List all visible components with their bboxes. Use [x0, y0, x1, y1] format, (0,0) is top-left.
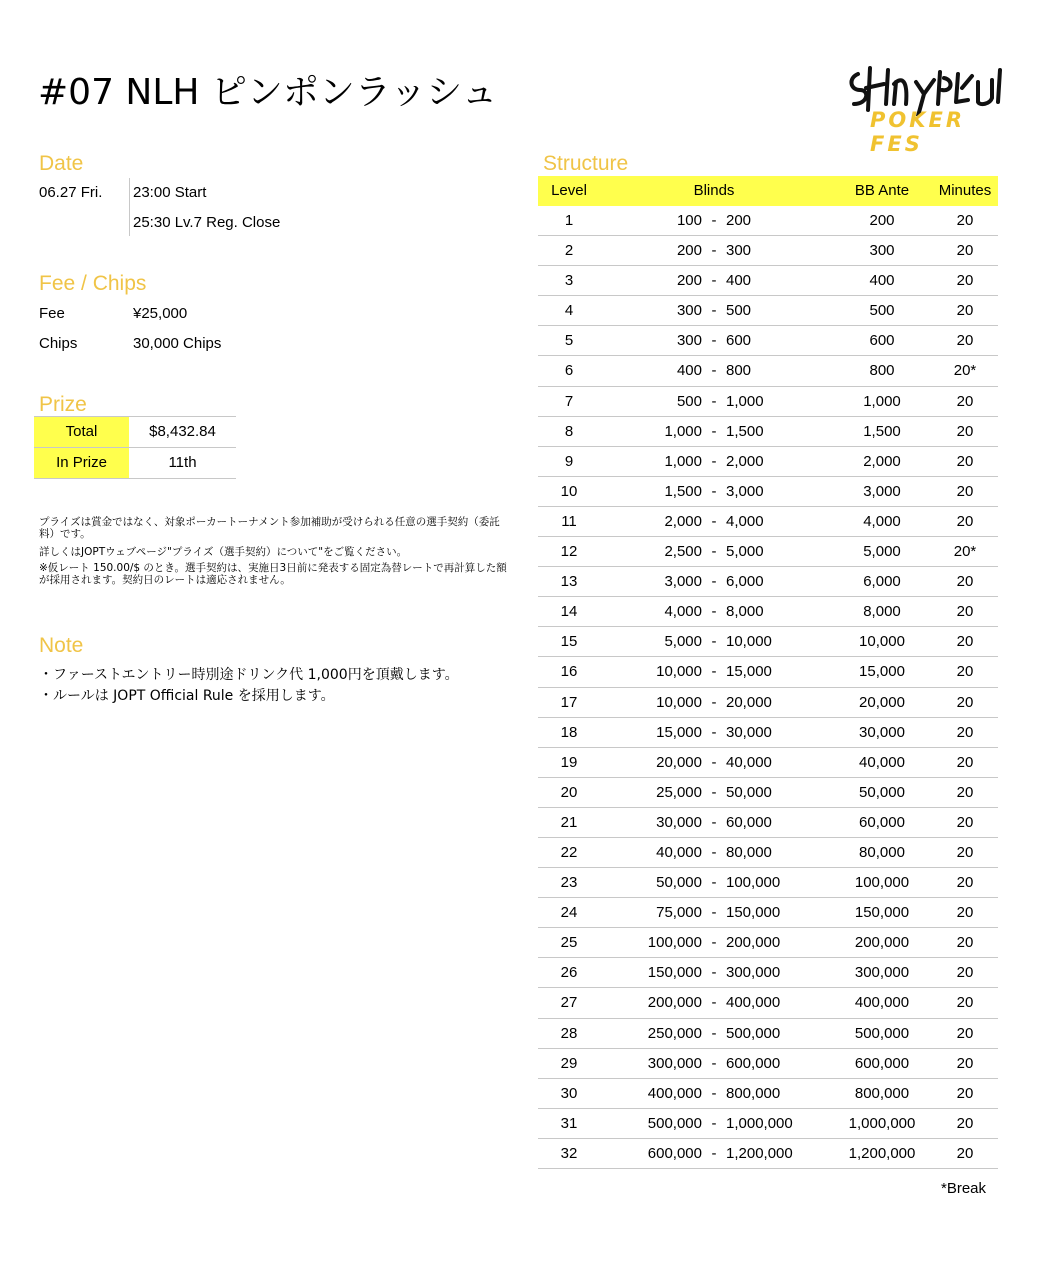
small-blind-cell: 500 [676, 392, 702, 410]
blind-separator: - [711, 1144, 717, 1162]
blind-separator: - [711, 843, 717, 861]
blind-separator: - [711, 934, 717, 952]
minutes-cell: 20 [956, 723, 974, 741]
structure-row [538, 236, 998, 266]
level-cell: 19 [560, 753, 578, 771]
small-blind-cell: 500,000 [647, 1114, 702, 1132]
bb-ante-cell: 5,000 [863, 543, 901, 561]
structure-row [538, 387, 998, 417]
bb-ante-cell: 40,000 [859, 753, 905, 771]
blind-separator: - [711, 272, 717, 290]
bb-ante-cell: 50,000 [859, 783, 905, 801]
minutes-cell: 20 [956, 783, 974, 801]
level-cell: 29 [560, 1054, 578, 1072]
bb-ante-cell: 3,000 [863, 482, 901, 500]
big-blind-cell: 1,500 [726, 422, 764, 440]
level-cell: 6 [564, 362, 574, 380]
structure-row [538, 868, 998, 898]
big-blind-cell: 80,000 [726, 843, 772, 861]
level-cell: 18 [560, 723, 578, 741]
level-cell: 22 [560, 843, 578, 861]
col-minutes-header: Minutes [938, 182, 992, 199]
small-blind-cell: 20,000 [656, 753, 702, 771]
structure-heading: Structure [543, 152, 629, 175]
big-blind-cell: 10,000 [726, 633, 772, 651]
structure-row [538, 928, 998, 958]
level-cell: 8 [564, 422, 574, 440]
blind-separator: - [711, 753, 717, 771]
event-day: 06.27 Fri. [39, 184, 103, 201]
minutes-cell: 20 [956, 874, 974, 892]
small-blind-cell: 300 [676, 302, 702, 320]
minutes-cell: 20 [956, 904, 974, 922]
big-blind-cell: 3,000 [726, 482, 764, 500]
structure-row [538, 778, 998, 808]
level-cell: 17 [560, 693, 578, 711]
small-blind-cell: 3,000 [664, 573, 702, 591]
small-blind-cell: 300 [676, 332, 702, 350]
big-blind-cell: 1,200,000 [726, 1144, 793, 1162]
level-cell: 13 [560, 573, 578, 591]
bb-ante-cell: 100,000 [854, 874, 910, 892]
big-blind-cell: 500 [726, 302, 752, 320]
blind-separator: - [711, 242, 717, 260]
level-cell: 1 [564, 212, 574, 229]
level-cell: 25 [560, 934, 578, 952]
logo-subtitle: POKER FES [870, 108, 966, 156]
minutes-cell: 20 [956, 843, 974, 861]
prize-inprize-label: In Prize [34, 448, 129, 478]
small-blind-cell: 2,000 [664, 512, 702, 530]
structure-row [538, 206, 998, 236]
big-blind-cell: 40,000 [726, 753, 772, 771]
level-cell: 5 [564, 332, 574, 350]
bb-ante-cell: 8,000 [863, 603, 901, 621]
structure-row [538, 537, 998, 567]
big-blind-cell: 600 [726, 332, 752, 350]
structure-header-row [538, 176, 998, 206]
bb-ante-cell: 200,000 [854, 934, 910, 952]
big-blind-cell: 300,000 [726, 964, 781, 982]
big-blind-cell: 300 [726, 242, 752, 260]
minutes-cell: 20 [956, 452, 974, 470]
blind-separator: - [711, 212, 717, 229]
small-blind-cell: 1,000 [664, 452, 702, 470]
small-blind-cell: 1,500 [664, 482, 702, 500]
col-level-header: Level [551, 182, 587, 199]
bb-ante-cell: 1,000 [863, 392, 901, 410]
big-blind-cell: 8,000 [726, 603, 764, 621]
minutes-cell: 20 [956, 964, 974, 982]
structure-row [538, 266, 998, 296]
small-blind-cell: 15,000 [656, 723, 702, 741]
bb-ante-cell: 400,000 [854, 994, 910, 1012]
blind-separator: - [711, 1024, 717, 1042]
structure-row [538, 898, 998, 928]
bb-ante-cell: 6,000 [863, 573, 901, 591]
minutes-cell: 20 [956, 663, 974, 681]
bb-ante-cell: 300 [869, 242, 895, 260]
small-blind-cell: 300,000 [647, 1054, 702, 1072]
minutes-cell: 20 [956, 392, 974, 410]
small-blind-cell: 10,000 [656, 693, 702, 711]
structure-row [538, 657, 998, 687]
reg-close: 25:30 Lv.7 Reg. Close [133, 214, 281, 231]
fee-chips-heading: Fee / Chips [39, 272, 147, 295]
blind-separator: - [711, 422, 717, 440]
date-divider [129, 178, 130, 236]
minutes-cell: 20 [956, 1114, 974, 1132]
prize-table [34, 416, 236, 479]
structure-row [538, 988, 998, 1018]
small-blind-cell: 25,000 [656, 783, 702, 801]
bb-ante-cell: 150,000 [854, 904, 910, 922]
big-blind-cell: 800 [726, 362, 752, 380]
blind-separator: - [711, 1084, 717, 1102]
minutes-cell: 20 [956, 272, 974, 290]
blind-separator: - [711, 1054, 717, 1072]
structure-row [538, 447, 998, 477]
blind-separator: - [711, 783, 717, 801]
minutes-cell: 20 [956, 994, 974, 1012]
big-blind-cell: 100,000 [726, 874, 781, 892]
structure-row [538, 296, 998, 326]
prize-heading: Prize [39, 393, 87, 416]
big-blind-cell: 800,000 [726, 1084, 781, 1102]
structure-body [538, 206, 998, 1169]
minutes-cell: 20 [956, 212, 974, 229]
level-cell: 26 [560, 964, 578, 982]
structure-row [538, 597, 998, 627]
blind-separator: - [711, 482, 717, 500]
shinjuku-poker-fes-logo [844, 60, 1014, 156]
bb-ante-cell: 15,000 [859, 663, 905, 681]
structure-row [538, 507, 998, 537]
level-cell: 15 [560, 633, 578, 651]
minutes-cell: 20 [956, 753, 974, 771]
big-blind-cell: 2,000 [726, 452, 764, 470]
note-line-1: ・ファーストエントリー時別途ドリンク代 1,000円を頂戴します。 [39, 667, 459, 683]
bb-ante-cell: 800 [869, 362, 895, 380]
small-blind-cell: 100 [676, 212, 702, 229]
level-cell: 14 [560, 603, 578, 621]
blind-separator: - [711, 392, 717, 410]
level-cell: 3 [564, 272, 574, 290]
structure-row [538, 477, 998, 507]
bb-ante-cell: 500,000 [854, 1024, 910, 1042]
level-cell: 9 [564, 452, 574, 470]
bb-ante-cell: 200 [869, 212, 895, 229]
small-blind-cell: 40,000 [656, 843, 702, 861]
blind-separator: - [711, 693, 717, 711]
minutes-cell: 20 [956, 693, 974, 711]
blind-separator: - [711, 332, 717, 350]
small-blind-cell: 400 [676, 362, 702, 380]
chips-label: Chips [39, 335, 78, 352]
minutes-cell: 20 [956, 302, 974, 320]
blind-separator: - [711, 994, 717, 1012]
structure-row [538, 417, 998, 447]
level-cell: 30 [560, 1084, 578, 1102]
structure-row [538, 326, 998, 356]
big-blind-cell: 200,000 [726, 934, 781, 952]
big-blind-cell: 4,000 [726, 512, 764, 530]
small-blind-cell: 100,000 [647, 934, 702, 952]
blind-separator: - [711, 874, 717, 892]
small-blind-cell: 1,000 [664, 422, 702, 440]
minutes-cell: 20 [956, 1054, 974, 1072]
structure-row [538, 688, 998, 718]
blind-separator: - [711, 543, 717, 561]
minutes-cell: 20 [956, 813, 974, 831]
big-blind-cell: 600,000 [726, 1054, 781, 1072]
blind-separator: - [711, 1114, 717, 1132]
small-blind-cell: 4,000 [664, 603, 702, 621]
minutes-cell: 20 [956, 1144, 974, 1162]
blind-separator: - [711, 723, 717, 741]
prize-total-value: $8,432.84 [149, 423, 216, 440]
fee-value: ¥25,000 [133, 305, 188, 322]
break-footnote: *Break [941, 1180, 987, 1197]
bb-ante-cell: 30,000 [859, 723, 905, 741]
level-cell: 24 [560, 904, 578, 922]
prize-disclaimer-2: 詳しくはJOPTウェブページ"プライズ（選手契約）について"をご覧ください。 [39, 546, 408, 558]
blind-separator: - [711, 813, 717, 831]
bb-ante-cell: 20,000 [859, 693, 905, 711]
bb-ante-cell: 4,000 [863, 512, 901, 530]
big-blind-cell: 200 [726, 212, 752, 229]
bb-ante-cell: 600 [869, 332, 895, 350]
blind-separator: - [711, 663, 717, 681]
structure-row [538, 718, 998, 748]
bb-ante-cell: 1,500 [863, 422, 901, 440]
small-blind-cell: 5,000 [664, 633, 702, 651]
minutes-cell: 20 [956, 1024, 974, 1042]
level-cell: 4 [564, 302, 574, 320]
blind-separator: - [711, 362, 717, 380]
minutes-cell: 20 [956, 422, 974, 440]
prize-inprize-value: 11th [168, 454, 197, 471]
start-time: 23:00 Start [133, 184, 207, 201]
prize-total-label: Total [34, 417, 129, 447]
big-blind-cell: 1,000,000 [726, 1114, 793, 1132]
structure-row [538, 567, 998, 597]
bb-ante-cell: 60,000 [859, 813, 905, 831]
small-blind-cell: 200 [676, 272, 702, 290]
big-blind-cell: 20,000 [726, 693, 772, 711]
note-heading: Note [39, 634, 84, 657]
big-blind-cell: 60,000 [726, 813, 772, 831]
prize-total-row [34, 416, 236, 448]
minutes-cell: 20 [956, 482, 974, 500]
blind-separator: - [711, 904, 717, 922]
structure-row [538, 1139, 998, 1169]
blind-separator: - [711, 512, 717, 530]
prize-inprize-row [34, 448, 236, 479]
blind-separator: - [711, 302, 717, 320]
prize-disclaimer-3: ※仮レート 150.00/$ のとき。選手契約は、実施日3日前に発表する固定為替レートで再計算した額が採用されます。契約日のレートは適応されません。 [39, 562, 507, 586]
bb-ante-cell: 500 [869, 302, 895, 320]
level-cell: 27 [560, 994, 578, 1012]
small-blind-cell: 30,000 [656, 813, 702, 831]
big-blind-cell: 150,000 [726, 904, 781, 922]
small-blind-cell: 200 [676, 242, 702, 260]
bb-ante-cell: 300,000 [854, 964, 910, 982]
level-cell: 31 [560, 1114, 578, 1132]
bb-ante-cell: 400 [869, 272, 895, 290]
big-blind-cell: 400 [726, 272, 752, 290]
small-blind-cell: 10,000 [656, 663, 702, 681]
minutes-cell: 20* [953, 362, 977, 380]
small-blind-cell: 400,000 [647, 1084, 702, 1102]
level-cell: 2 [564, 242, 574, 260]
level-cell: 28 [560, 1024, 578, 1042]
structure-table [538, 176, 998, 1169]
big-blind-cell: 1,000 [726, 392, 764, 410]
bb-ante-cell: 1,000,000 [848, 1114, 916, 1132]
big-blind-cell: 15,000 [726, 663, 772, 681]
structure-row [538, 1109, 998, 1139]
level-cell: 12 [560, 543, 578, 561]
structure-row [538, 1049, 998, 1079]
bb-ante-cell: 10,000 [859, 633, 905, 651]
minutes-cell: 20 [956, 332, 974, 350]
bb-ante-cell: 2,000 [863, 452, 901, 470]
level-cell: 11 [561, 512, 577, 530]
level-cell: 10 [560, 482, 578, 500]
level-cell: 20 [560, 783, 578, 801]
structure-row [538, 808, 998, 838]
structure-row [538, 838, 998, 868]
minutes-cell: 20 [956, 1084, 974, 1102]
chips-value: 30,000 Chips [133, 335, 222, 352]
big-blind-cell: 6,000 [726, 573, 764, 591]
minutes-cell: 20 [956, 242, 974, 260]
prize-disclaimer-1: プライズは賞金ではなく、対象ポーカートーナメント参加補助が受けられる任意の選手契約（委託料）です。 [39, 516, 500, 540]
structure-row [538, 748, 998, 778]
date-heading: Date [39, 152, 84, 175]
level-cell: 7 [564, 392, 574, 410]
blind-separator: - [711, 633, 717, 651]
level-cell: 21 [560, 813, 578, 831]
small-blind-cell: 200,000 [647, 994, 702, 1012]
big-blind-cell: 400,000 [726, 994, 781, 1012]
structure-row [538, 1079, 998, 1109]
minutes-cell: 20* [953, 543, 977, 561]
level-cell: 32 [560, 1144, 578, 1162]
bb-ante-cell: 800,000 [854, 1084, 910, 1102]
bb-ante-cell: 1,200,000 [848, 1144, 916, 1162]
note-line-2: ・ルールは JOPT Official Rule を採用します。 [39, 688, 335, 704]
small-blind-cell: 150,000 [647, 964, 702, 982]
bb-ante-cell: 600,000 [854, 1054, 910, 1072]
structure-row [538, 627, 998, 657]
minutes-cell: 20 [956, 512, 974, 530]
fee-label: Fee [39, 305, 65, 322]
minutes-cell: 20 [956, 573, 974, 591]
structure-row [538, 356, 998, 386]
minutes-cell: 20 [956, 934, 974, 952]
minutes-cell: 20 [956, 633, 974, 651]
structure-row [538, 958, 998, 988]
col-ante-header: BB Ante [854, 182, 910, 199]
level-cell: 23 [560, 874, 578, 892]
small-blind-cell: 600,000 [647, 1144, 702, 1162]
big-blind-cell: 500,000 [726, 1024, 781, 1042]
structure-row [538, 1019, 998, 1049]
level-cell: 16 [560, 663, 578, 681]
big-blind-cell: 5,000 [726, 543, 764, 561]
blind-separator: - [711, 603, 717, 621]
small-blind-cell: 50,000 [656, 874, 702, 892]
blind-separator: - [711, 573, 717, 591]
small-blind-cell: 75,000 [656, 904, 702, 922]
blind-separator: - [711, 964, 717, 982]
big-blind-cell: 50,000 [726, 783, 772, 801]
small-blind-cell: 250,000 [647, 1024, 702, 1042]
minutes-cell: 20 [956, 603, 974, 621]
big-blind-cell: 30,000 [726, 723, 772, 741]
col-blinds-header: Blinds [693, 182, 735, 199]
blind-separator: - [711, 452, 717, 470]
page-title: #07 NLH ピンポンラッシュ [38, 72, 498, 113]
bb-ante-cell: 80,000 [859, 843, 905, 861]
small-blind-cell: 2,500 [664, 543, 702, 561]
